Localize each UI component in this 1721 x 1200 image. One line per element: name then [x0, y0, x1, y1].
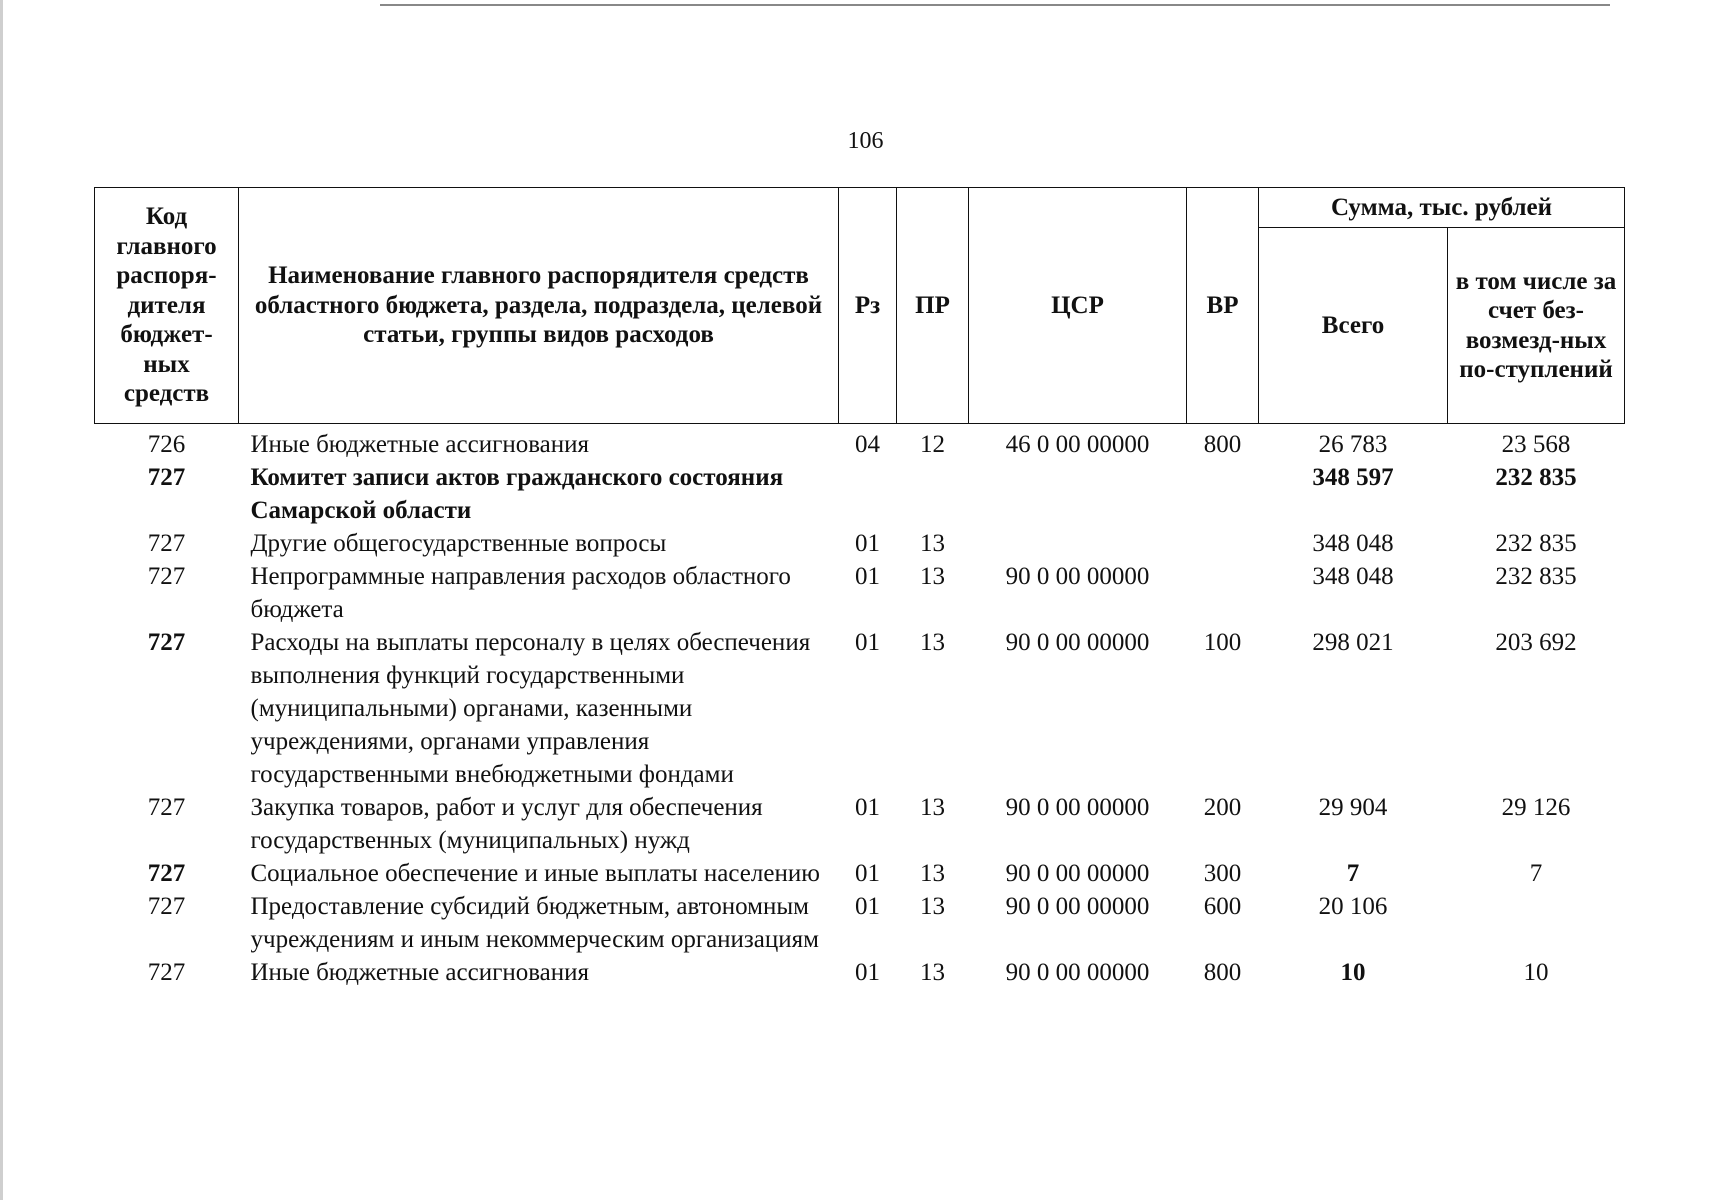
cell-total: 10	[1340, 959, 1366, 986]
cell-rz: 01	[855, 794, 880, 821]
cell-free: 232 835	[1495, 563, 1577, 590]
header-code: Код главного распоря-дителя бюджет-ных средств	[95, 188, 239, 424]
cell-free: 232 835	[1495, 530, 1577, 557]
cell-pr: 13	[920, 959, 945, 986]
cell-name: Расходы на выплаты персоналу в целях обеспечения выполнения функций государственными (муниципальными) органами, казенными учреждениями, органами управления государственными внебюджетными фондами	[250, 629, 811, 788]
cell-free	[1448, 890, 1625, 956]
cell-code: 727	[147, 860, 186, 887]
cell-total: 348 048	[1312, 563, 1394, 590]
cell-code: 727	[147, 893, 186, 920]
header-csr: ЦСР	[969, 188, 1187, 424]
cell-total: 348 048	[1312, 530, 1394, 557]
cell-name: Иные бюджетные ассигнования	[250, 959, 590, 986]
cell-code: 727	[147, 794, 186, 821]
cell-total: 26 783	[1318, 431, 1388, 458]
cell-rz: 01	[855, 860, 880, 887]
table-header	[95, 188, 1625, 424]
cell-vr: 100	[1203, 629, 1242, 656]
cell-pr: 12	[920, 431, 945, 458]
header-rz: Рз	[839, 188, 897, 424]
header-pr: ПР	[897, 188, 969, 424]
table-row	[95, 424, 1625, 462]
cell-total: 298 021	[1312, 629, 1394, 656]
table-row	[95, 461, 1625, 527]
cell-rz: 04	[855, 431, 880, 458]
header-vr: ВР	[1187, 188, 1259, 424]
table-row	[95, 527, 1625, 560]
header-total: Всего	[1259, 228, 1448, 424]
cell-csr: 90 0 00 00000	[1005, 959, 1150, 986]
cell-rz: 01	[855, 893, 880, 920]
cell-free: 203 692	[1495, 629, 1577, 656]
cell-name: Иные бюджетные ассигнования	[250, 431, 590, 458]
cell-free: 29 126	[1501, 794, 1571, 821]
cell-vr	[1187, 560, 1259, 626]
cell-csr: 90 0 00 00000	[1005, 893, 1150, 920]
cell-pr: 13	[920, 794, 945, 821]
cell-code: 727	[147, 563, 186, 590]
cell-csr	[969, 527, 1187, 560]
cell-code: 727	[147, 464, 186, 491]
cell-free: 232 835	[1495, 464, 1577, 491]
table-body	[95, 424, 1625, 990]
cell-vr: 800	[1203, 431, 1242, 458]
cell-rz	[839, 461, 897, 527]
budget-table	[94, 187, 1625, 989]
cell-pr: 13	[920, 893, 945, 920]
cell-csr	[969, 461, 1187, 527]
cell-rz: 01	[855, 629, 880, 656]
table-row	[95, 857, 1625, 890]
page-number: 106	[847, 128, 884, 154]
cell-pr: 13	[920, 860, 945, 887]
cell-vr	[1187, 527, 1259, 560]
cell-vr: 200	[1203, 794, 1242, 821]
table-row	[95, 956, 1625, 989]
cell-code: 727	[147, 959, 186, 986]
header-free: в том числе за счет без-возмезд-ных по-ступлений	[1448, 228, 1625, 424]
cell-name: Закупка товаров, работ и услуг для обеспечения государственных (муниципальных) нужд	[250, 794, 763, 854]
cell-csr: 90 0 00 00000	[1005, 860, 1150, 887]
cell-total: 20 106	[1318, 893, 1388, 920]
table-row	[95, 791, 1625, 857]
cell-code: 727	[147, 530, 186, 557]
cell-name: Комитет записи актов гражданского состояния Самарской области	[250, 464, 784, 524]
table-row	[95, 560, 1625, 626]
cell-rz: 01	[855, 563, 880, 590]
table-row	[95, 890, 1625, 956]
cell-code: 727	[147, 629, 186, 656]
table-row	[95, 626, 1625, 791]
scan-edge	[0, 0, 3, 1200]
cell-total: 7	[1346, 860, 1360, 887]
cell-vr	[1187, 461, 1259, 527]
cell-rz: 01	[855, 530, 880, 557]
cell-free: 7	[1529, 860, 1543, 887]
header-sum: Сумма, тыс. рублей	[1259, 188, 1625, 228]
cell-vr: 600	[1203, 893, 1242, 920]
cell-vr: 800	[1203, 959, 1242, 986]
scan-top-line	[380, 4, 1610, 6]
cell-name: Непрограммные направления расходов областного бюджета	[250, 563, 791, 623]
cell-name: Другие общегосударственные вопросы	[250, 530, 667, 557]
header-name: Наименование главного распорядителя средств областного бюджета, раздела, подраздела, целевой статьи, группы видов расходов	[239, 188, 839, 424]
cell-name: Социальное обеспечение и иные выплаты населению	[250, 860, 820, 887]
cell-vr: 300	[1203, 860, 1242, 887]
cell-csr: 90 0 00 00000	[1005, 794, 1150, 821]
cell-total: 29 904	[1318, 794, 1388, 821]
cell-csr: 90 0 00 00000	[1005, 629, 1150, 656]
cell-csr: 46 0 00 00000	[1005, 431, 1150, 458]
cell-free: 10	[1523, 959, 1549, 986]
cell-name: Предоставление субсидий бюджетным, автономным учреждениям и иным некоммерческим организациям	[250, 893, 819, 953]
cell-pr	[897, 461, 969, 527]
cell-free: 23 568	[1501, 431, 1571, 458]
cell-pr: 13	[920, 629, 945, 656]
cell-total: 348 597	[1312, 464, 1394, 491]
cell-code: 726	[147, 431, 186, 458]
cell-rz: 01	[855, 959, 880, 986]
cell-csr: 90 0 00 00000	[1005, 563, 1150, 590]
cell-pr: 13	[920, 563, 945, 590]
cell-pr: 13	[920, 530, 945, 557]
